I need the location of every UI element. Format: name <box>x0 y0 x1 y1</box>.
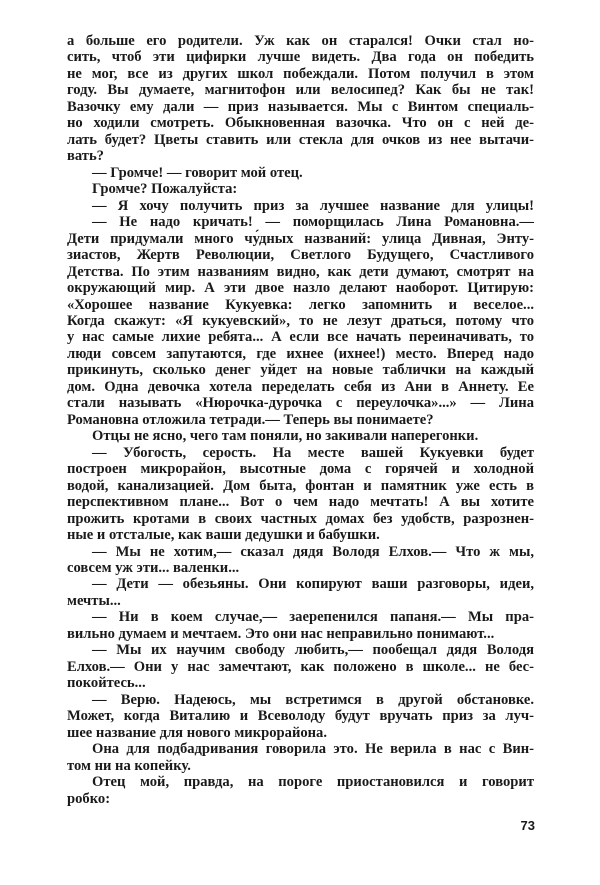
text-line: люди совсем запутаются, где ихнее (ихнее!) место. Вперед надо <box>67 345 534 362</box>
text-line: «Хорошее название Кукуевка: легко запомнить и веселое... <box>67 296 534 313</box>
text-line: прожить кротами в своих частных домах без удобств, разрознен- <box>67 510 534 527</box>
text-line: — Мы их научим свободу любить,— пообещал дядя Володя <box>92 642 534 659</box>
text-line: — Не надо кричать! — поморщилась Лина Романовна.— <box>92 214 534 231</box>
text-line: вильно думаем и мечтаем. Это они нас неправильно понимают... <box>67 625 495 642</box>
text-line: перспективном плане... Вот о чем надо мечтать! А вы хотите <box>67 494 534 511</box>
text-line: — Я хочу получить приз за лучшее название для улицы! <box>92 197 534 214</box>
text-line: построен микрорайон, высотные дома с горячей и холодной <box>67 461 534 478</box>
text-line: — Ни в коем случае,— заерепенился папаня.— Мы пра- <box>92 609 534 626</box>
text-line: Отец мой, правда, на пороге приостановился и говорит <box>92 774 534 791</box>
text-line: — Мы не хотим,— сказал дядя Володя Елхов.— Что ж мы, <box>92 543 534 560</box>
text-line: Романовна отложила тетради.— Теперь вы понимаете? <box>67 411 434 428</box>
text-line: зиастов, Жертв Революции, Светлого Будущего, Счастливого <box>67 247 534 264</box>
text-line: сить, чтоб эти цифирки лучше видеть. Два года он победить <box>67 49 534 66</box>
text-line: ные и отсталые, как ваши дедушки и бабушки. <box>67 527 380 544</box>
text-line: окружающий мир. А эти двое назло делают наоборот. Цитирую: <box>67 280 534 297</box>
page-number: 73 <box>520 818 535 833</box>
text-line: Дети придумали много чу́дных названий: улица Дивная, Энту- <box>67 230 534 247</box>
text-line: Вазочку ему дали — приз называется. Мы с Винтом специаль- <box>67 98 534 115</box>
text-line: а больше его родители. Уж как он старался! Очки стал но- <box>67 33 534 49</box>
text-line: лать будет? Цветы ставить или стекла для очков из нее вытачи- <box>67 131 534 148</box>
text-line: Детства. По этим названиям видно, как дети думают, смотрят на <box>67 263 534 280</box>
text-line: покойтесь... <box>67 675 146 692</box>
text-line: Может, когда Виталию и Всеволоду будут вручать приз за луч- <box>67 708 534 725</box>
text-line: но ходили смотреть. Обыкновенная вазочка. Что он с ней де- <box>67 115 534 132</box>
text-line: стали называть «Нюрочка-дурочка с переулочка»...» — Лина <box>67 395 534 412</box>
text-line: — Верю. Надеюсь, мы встретимся в другой обстановке. <box>92 691 534 708</box>
text-line: — Убогость, серость. На месте вашей Кукуевки будет <box>92 444 534 461</box>
text-line: — Дети — обезьяны. Они копируют ваши разговоры, идеи, <box>92 576 534 593</box>
text-line: Елхов.— Они у нас замечтают, как положено в школе... не бес- <box>67 658 534 675</box>
text-line: шее название для нового микрорайона. <box>67 724 328 741</box>
text-line: водой, канализацией. Дом быта, фонтан и памятник уже есть в <box>67 477 534 494</box>
text-line: дом. Одна девочка хотела переделать себя из Ани в Аннету. Ее <box>67 378 534 395</box>
text-line: у нас самые лихие ребята... А если все начать переиначивать, то <box>67 329 534 346</box>
text-line: Громче? Пожалуйста: <box>92 181 238 198</box>
text-line: вать? <box>67 148 104 165</box>
text-line: году. Вы думаете, магнитофон или велосипед? Как бы не так! <box>67 82 534 99</box>
text-line: прикинуть, сколько денег уйдет на новые таблички на каждый <box>67 362 534 379</box>
text-line: Отцы не ясно, чего там поняли, но закивали наперегонки. <box>92 428 479 445</box>
page-body-text <box>67 33 534 807</box>
text-line: том ни на копейку. <box>67 757 191 774</box>
text-line: не мог, все из других школ побеждали. Потом получил в этом <box>67 65 534 82</box>
text-line: — Громче! — говорит мой отец. <box>92 164 303 181</box>
text-line: мечты... <box>67 592 121 609</box>
text-line: Она для подбадривания говорила это. Не верила в нас с Вин- <box>92 741 534 758</box>
text-line: Когда скажут: «Я кукуевский», то не лезут драться, потому что <box>67 312 534 329</box>
text-line: робко: <box>67 790 111 807</box>
text-line: совсем уж эти... валенки... <box>67 560 240 576</box>
